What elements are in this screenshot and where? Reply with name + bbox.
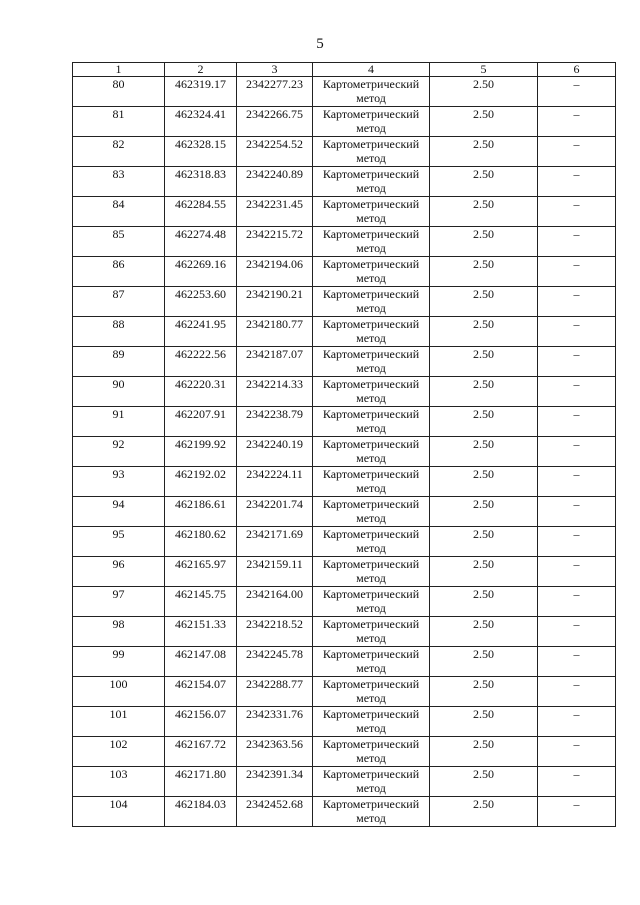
method-cell: Картометрический метод [313, 377, 430, 407]
x-coordinate-cell: 462274.48 [165, 227, 237, 257]
point-number-cell: 103 [73, 767, 165, 797]
note-cell: – [538, 707, 616, 737]
accuracy-cell: 2.50 [430, 647, 538, 677]
x-coordinate-cell: 462207.91 [165, 407, 237, 437]
table-row [73, 587, 616, 617]
y-coordinate-cell: 2342201.74 [237, 497, 313, 527]
accuracy-cell: 2.50 [430, 77, 538, 107]
method-cell: Картометрический метод [313, 707, 430, 737]
point-number-cell: 86 [73, 257, 165, 287]
y-coordinate-cell: 2342159.11 [237, 557, 313, 587]
table-row [73, 467, 616, 497]
point-number-cell: 82 [73, 137, 165, 167]
method-cell: Картометрический метод [313, 317, 430, 347]
x-coordinate-cell: 462180.62 [165, 527, 237, 557]
table-row [73, 167, 616, 197]
y-coordinate-cell: 2342254.52 [237, 137, 313, 167]
y-coordinate-cell: 2342391.34 [237, 767, 313, 797]
note-cell: – [538, 437, 616, 467]
table-row [73, 257, 616, 287]
table-row [73, 707, 616, 737]
x-coordinate-cell: 462165.97 [165, 557, 237, 587]
y-coordinate-cell: 2342277.23 [237, 77, 313, 107]
table-row [73, 347, 616, 377]
y-coordinate-cell: 2342240.19 [237, 437, 313, 467]
method-cell: Картометрический метод [313, 587, 430, 617]
point-number-cell: 104 [73, 797, 165, 827]
method-cell: Картометрический метод [313, 617, 430, 647]
accuracy-cell: 2.50 [430, 437, 538, 467]
point-number-cell: 92 [73, 437, 165, 467]
note-cell: – [538, 767, 616, 797]
y-coordinate-cell: 2342238.79 [237, 407, 313, 437]
accuracy-cell: 2.50 [430, 107, 538, 137]
table-row [73, 137, 616, 167]
note-cell: – [538, 317, 616, 347]
note-cell: – [538, 557, 616, 587]
method-cell: Картометрический метод [313, 557, 430, 587]
coordinates-table [72, 62, 616, 827]
x-coordinate-cell: 462220.31 [165, 377, 237, 407]
note-cell: – [538, 77, 616, 107]
y-coordinate-cell: 2342164.00 [237, 587, 313, 617]
column-header: 5 [430, 63, 538, 77]
table-row [73, 437, 616, 467]
accuracy-cell: 2.50 [430, 407, 538, 437]
method-cell: Картометрический метод [313, 407, 430, 437]
note-cell: – [538, 377, 616, 407]
note-cell: – [538, 227, 616, 257]
note-cell: – [538, 347, 616, 377]
y-coordinate-cell: 2342288.77 [237, 677, 313, 707]
x-coordinate-cell: 462222.56 [165, 347, 237, 377]
point-number-cell: 91 [73, 407, 165, 437]
x-coordinate-cell: 462145.75 [165, 587, 237, 617]
table-row [73, 107, 616, 137]
x-coordinate-cell: 462319.17 [165, 77, 237, 107]
column-header: 2 [165, 63, 237, 77]
note-cell: – [538, 497, 616, 527]
table-row [73, 377, 616, 407]
point-number-cell: 81 [73, 107, 165, 137]
method-cell: Картометрический метод [313, 677, 430, 707]
table-row [73, 617, 616, 647]
x-coordinate-cell: 462328.15 [165, 137, 237, 167]
x-coordinate-cell: 462324.41 [165, 107, 237, 137]
x-coordinate-cell: 462154.07 [165, 677, 237, 707]
note-cell: – [538, 107, 616, 137]
note-cell: – [538, 137, 616, 167]
method-cell: Картометрический метод [313, 647, 430, 677]
accuracy-cell: 2.50 [430, 167, 538, 197]
x-coordinate-cell: 462269.16 [165, 257, 237, 287]
accuracy-cell: 2.50 [430, 557, 538, 587]
y-coordinate-cell: 2342224.11 [237, 467, 313, 497]
point-number-cell: 101 [73, 707, 165, 737]
column-header: 3 [237, 63, 313, 77]
table-row [73, 197, 616, 227]
accuracy-cell: 2.50 [430, 377, 538, 407]
table-row [73, 317, 616, 347]
y-coordinate-cell: 2342331.76 [237, 707, 313, 737]
method-cell: Картометрический метод [313, 737, 430, 767]
point-number-cell: 96 [73, 557, 165, 587]
column-header: 4 [313, 63, 430, 77]
point-number-cell: 94 [73, 497, 165, 527]
point-number-cell: 89 [73, 347, 165, 377]
note-cell: – [538, 167, 616, 197]
table-row [73, 647, 616, 677]
point-number-cell: 83 [73, 167, 165, 197]
y-coordinate-cell: 2342190.21 [237, 287, 313, 317]
method-cell: Картометрический метод [313, 107, 430, 137]
point-number-cell: 93 [73, 467, 165, 497]
point-number-cell: 84 [73, 197, 165, 227]
accuracy-cell: 2.50 [430, 737, 538, 767]
method-cell: Картометрический метод [313, 797, 430, 827]
point-number-cell: 90 [73, 377, 165, 407]
point-number-cell: 88 [73, 317, 165, 347]
method-cell: Картометрический метод [313, 167, 430, 197]
accuracy-cell: 2.50 [430, 257, 538, 287]
point-number-cell: 100 [73, 677, 165, 707]
accuracy-cell: 2.50 [430, 347, 538, 377]
note-cell: – [538, 587, 616, 617]
x-coordinate-cell: 462147.08 [165, 647, 237, 677]
method-cell: Картометрический метод [313, 437, 430, 467]
table-row [73, 407, 616, 437]
accuracy-cell: 2.50 [430, 287, 538, 317]
y-coordinate-cell: 2342231.45 [237, 197, 313, 227]
point-number-cell: 98 [73, 617, 165, 647]
note-cell: – [538, 647, 616, 677]
table-row [73, 287, 616, 317]
x-coordinate-cell: 462318.83 [165, 167, 237, 197]
y-coordinate-cell: 2342194.06 [237, 257, 313, 287]
method-cell: Картометрический метод [313, 257, 430, 287]
x-coordinate-cell: 462167.72 [165, 737, 237, 767]
table-row [73, 797, 616, 827]
y-coordinate-cell: 2342245.78 [237, 647, 313, 677]
point-number-cell: 87 [73, 287, 165, 317]
x-coordinate-cell: 462241.95 [165, 317, 237, 347]
accuracy-cell: 2.50 [430, 767, 538, 797]
accuracy-cell: 2.50 [430, 467, 538, 497]
column-header: 1 [73, 63, 165, 77]
y-coordinate-cell: 2342215.72 [237, 227, 313, 257]
x-coordinate-cell: 462156.07 [165, 707, 237, 737]
y-coordinate-cell: 2342180.77 [237, 317, 313, 347]
method-cell: Картометрический метод [313, 767, 430, 797]
point-number-cell: 95 [73, 527, 165, 557]
y-coordinate-cell: 2342240.89 [237, 167, 313, 197]
table-row [73, 557, 616, 587]
table-header-row [73, 63, 616, 77]
note-cell: – [538, 407, 616, 437]
method-cell: Картометрический метод [313, 77, 430, 107]
point-number-cell: 85 [73, 227, 165, 257]
table-row [73, 527, 616, 557]
x-coordinate-cell: 462192.02 [165, 467, 237, 497]
x-coordinate-cell: 462199.92 [165, 437, 237, 467]
y-coordinate-cell: 2342452.68 [237, 797, 313, 827]
point-number-cell: 99 [73, 647, 165, 677]
note-cell: – [538, 797, 616, 827]
note-cell: – [538, 467, 616, 497]
method-cell: Картометрический метод [313, 497, 430, 527]
accuracy-cell: 2.50 [430, 707, 538, 737]
note-cell: – [538, 287, 616, 317]
accuracy-cell: 2.50 [430, 587, 538, 617]
method-cell: Картометрический метод [313, 137, 430, 167]
table-row [73, 737, 616, 767]
accuracy-cell: 2.50 [430, 227, 538, 257]
note-cell: – [538, 737, 616, 767]
accuracy-cell: 2.50 [430, 677, 538, 707]
note-cell: – [538, 527, 616, 557]
x-coordinate-cell: 462151.33 [165, 617, 237, 647]
accuracy-cell: 2.50 [430, 137, 538, 167]
x-coordinate-cell: 462253.60 [165, 287, 237, 317]
method-cell: Картометрический метод [313, 467, 430, 497]
y-coordinate-cell: 2342363.56 [237, 737, 313, 767]
x-coordinate-cell: 462184.03 [165, 797, 237, 827]
accuracy-cell: 2.50 [430, 527, 538, 557]
method-cell: Картометрический метод [313, 287, 430, 317]
point-number-cell: 80 [73, 77, 165, 107]
point-number-cell: 97 [73, 587, 165, 617]
y-coordinate-cell: 2342187.07 [237, 347, 313, 377]
method-cell: Картометрический метод [313, 527, 430, 557]
y-coordinate-cell: 2342266.75 [237, 107, 313, 137]
table-row [73, 227, 616, 257]
accuracy-cell: 2.50 [430, 317, 538, 347]
y-coordinate-cell: 2342218.52 [237, 617, 313, 647]
page-number: 5 [316, 36, 324, 52]
note-cell: – [538, 197, 616, 227]
y-coordinate-cell: 2342214.33 [237, 377, 313, 407]
accuracy-cell: 2.50 [430, 497, 538, 527]
y-coordinate-cell: 2342171.69 [237, 527, 313, 557]
note-cell: – [538, 617, 616, 647]
accuracy-cell: 2.50 [430, 617, 538, 647]
method-cell: Картометрический метод [313, 197, 430, 227]
method-cell: Картометрический метод [313, 347, 430, 377]
table-row [73, 497, 616, 527]
note-cell: – [538, 257, 616, 287]
x-coordinate-cell: 462171.80 [165, 767, 237, 797]
column-header: 6 [538, 63, 616, 77]
point-number-cell: 102 [73, 737, 165, 767]
method-cell: Картометрический метод [313, 227, 430, 257]
accuracy-cell: 2.50 [430, 797, 538, 827]
x-coordinate-cell: 462284.55 [165, 197, 237, 227]
x-coordinate-cell: 462186.61 [165, 497, 237, 527]
note-cell: – [538, 677, 616, 707]
table-row [73, 767, 616, 797]
table-row [73, 677, 616, 707]
accuracy-cell: 2.50 [430, 197, 538, 227]
table-row [73, 77, 616, 107]
